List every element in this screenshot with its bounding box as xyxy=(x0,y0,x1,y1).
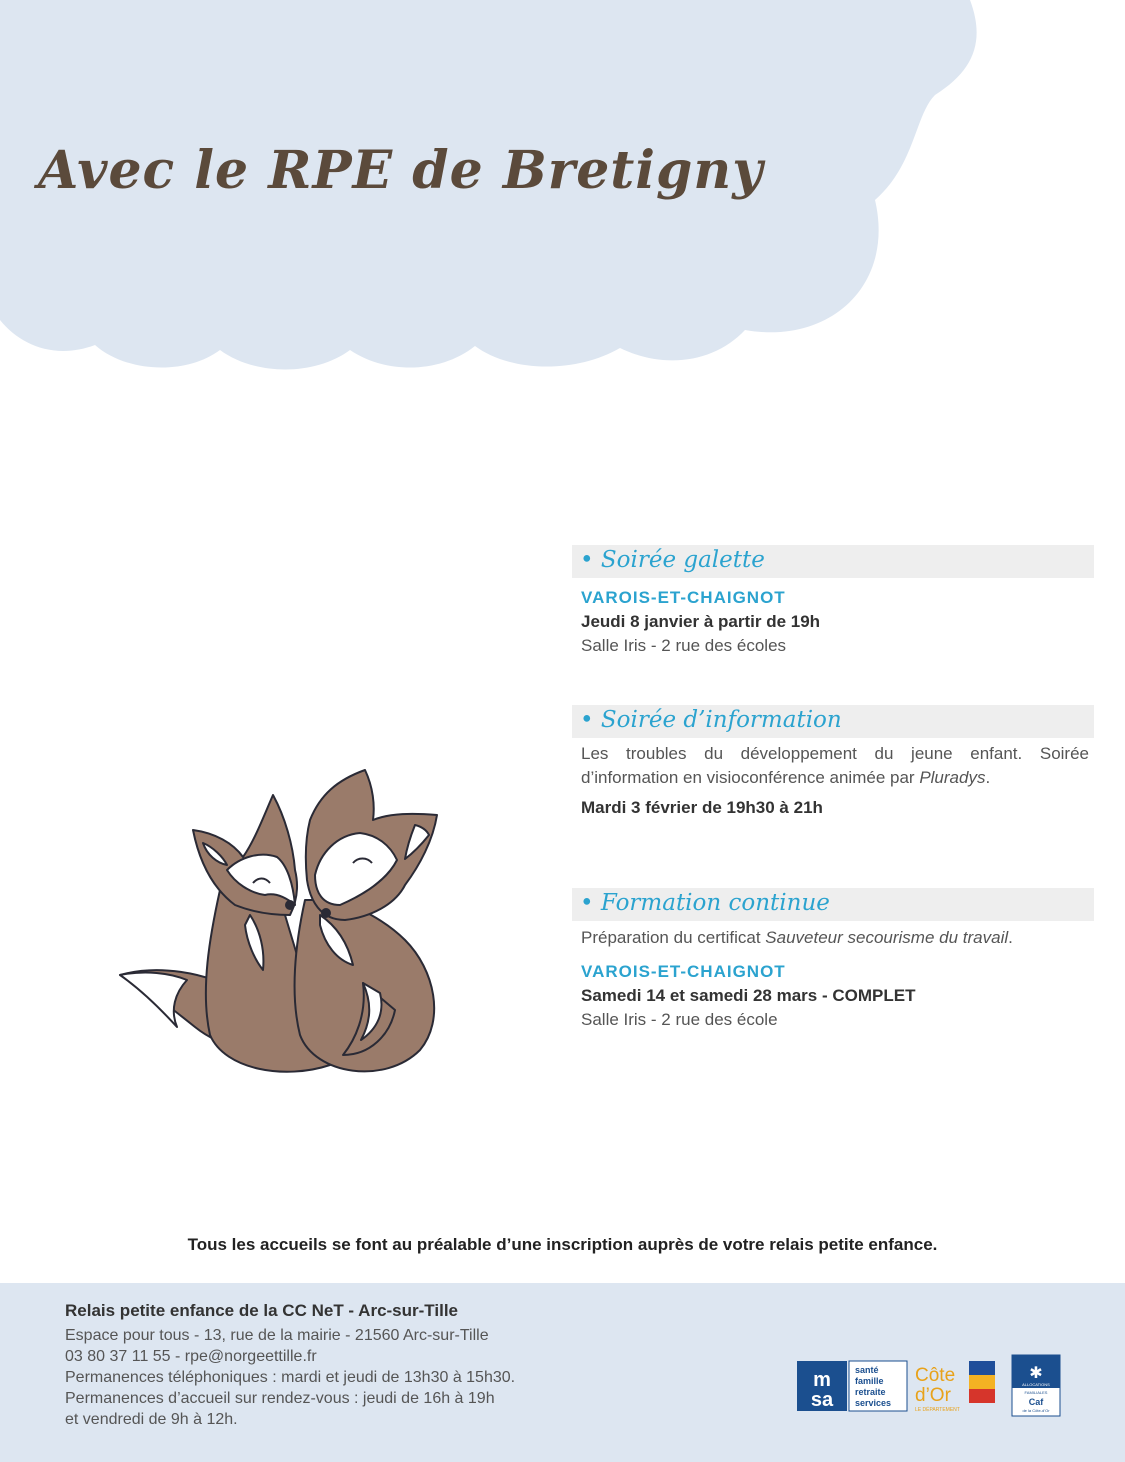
svg-text:de la Côte-d’Or: de la Côte-d’Or xyxy=(1022,1408,1050,1413)
cote-dor-logo xyxy=(915,1361,995,1413)
footer-organization-name: Relais petite enfance de la CC NeT - Arc-sur-Tille xyxy=(65,1301,459,1320)
footer-visit-hours-2: et vendredi de 9h à 12h. xyxy=(65,1411,238,1428)
section-header-soiree-galette xyxy=(572,545,1094,578)
svg-text:m: m xyxy=(813,1369,831,1391)
event-description: Préparation du certificat Sauveteur secourisme du travail. xyxy=(581,928,1013,947)
svg-text:Côte: Côte xyxy=(915,1365,956,1386)
footer-visit-hours: Permanences d’accueil sur rendez-vous : jeudi de 16h à 19h xyxy=(65,1390,495,1407)
page-title: Avec le RPE de Bretigny xyxy=(38,140,764,201)
svg-text:✱: ✱ xyxy=(1029,1363,1043,1382)
svg-text:services: services xyxy=(855,1398,892,1408)
event-place: Salle Iris - 2 rue des écoles xyxy=(581,636,787,655)
event-date: Samedi 14 et samedi 28 mars - COMPLET xyxy=(581,986,916,1005)
event-soiree-galette xyxy=(581,586,1089,658)
event-city: VAROIS-ET-CHAIGNOT xyxy=(581,588,786,607)
section-title: • Soirée d’information xyxy=(580,707,842,733)
svg-text:famille: famille xyxy=(855,1376,884,1386)
svg-text:LE DÉPARTEMENT: LE DÉPARTEMENT xyxy=(915,1407,960,1413)
registration-notice: Tous les accueils se font au préalable d’une inscription auprès de votre relais petite enfance. xyxy=(187,1235,938,1254)
svg-text:d’Or: d’Or xyxy=(915,1385,951,1406)
footer-address: Espace pour tous - 13, rue de la mairie - 21560 Arc-sur-Tille xyxy=(65,1327,489,1344)
footer-phone-email: 03 80 37 11 55 - rpe@norgeettille.fr xyxy=(65,1348,317,1365)
section-title: • Formation continue xyxy=(580,890,830,916)
event-date: Mardi 3 février de 19h30 à 21h xyxy=(581,798,823,817)
event-date: Jeudi 8 janvier à partir de 19h xyxy=(581,612,821,631)
footer-contact xyxy=(65,1325,515,1430)
event-city: VAROIS-ET-CHAIGNOT xyxy=(581,962,786,981)
section-title: • Soirée galette xyxy=(580,547,765,573)
event-formation-continue xyxy=(581,926,1089,1032)
footer xyxy=(0,1283,1125,1462)
svg-text:Caf: Caf xyxy=(1028,1397,1044,1407)
event-description: Les troubles du développement du jeune enfant. Soirée d’information en visioconférence animée par Pluradys. xyxy=(581,744,1089,787)
section-header-soiree-information xyxy=(572,705,1094,738)
event-soiree-information xyxy=(581,742,1089,820)
svg-text:ALLOCATIONS: ALLOCATIONS xyxy=(1022,1382,1050,1387)
two-foxes-illustration xyxy=(115,765,485,1085)
section-header-formation-continue xyxy=(572,888,1094,921)
event-place: Salle Iris - 2 rue des école xyxy=(581,1010,778,1029)
svg-text:santé: santé xyxy=(855,1365,879,1375)
caf-logo xyxy=(1012,1355,1060,1416)
msa-logo xyxy=(797,1361,907,1411)
svg-text:FAMILIALES: FAMILIALES xyxy=(1024,1390,1048,1395)
partner-logos xyxy=(797,1353,1062,1418)
svg-text:retraite: retraite xyxy=(855,1387,886,1397)
svg-text:sa: sa xyxy=(810,1389,834,1411)
footer-phone-hours: Permanences téléphoniques : mardi et jeudi de 13h30 à 15h30. xyxy=(65,1369,516,1386)
